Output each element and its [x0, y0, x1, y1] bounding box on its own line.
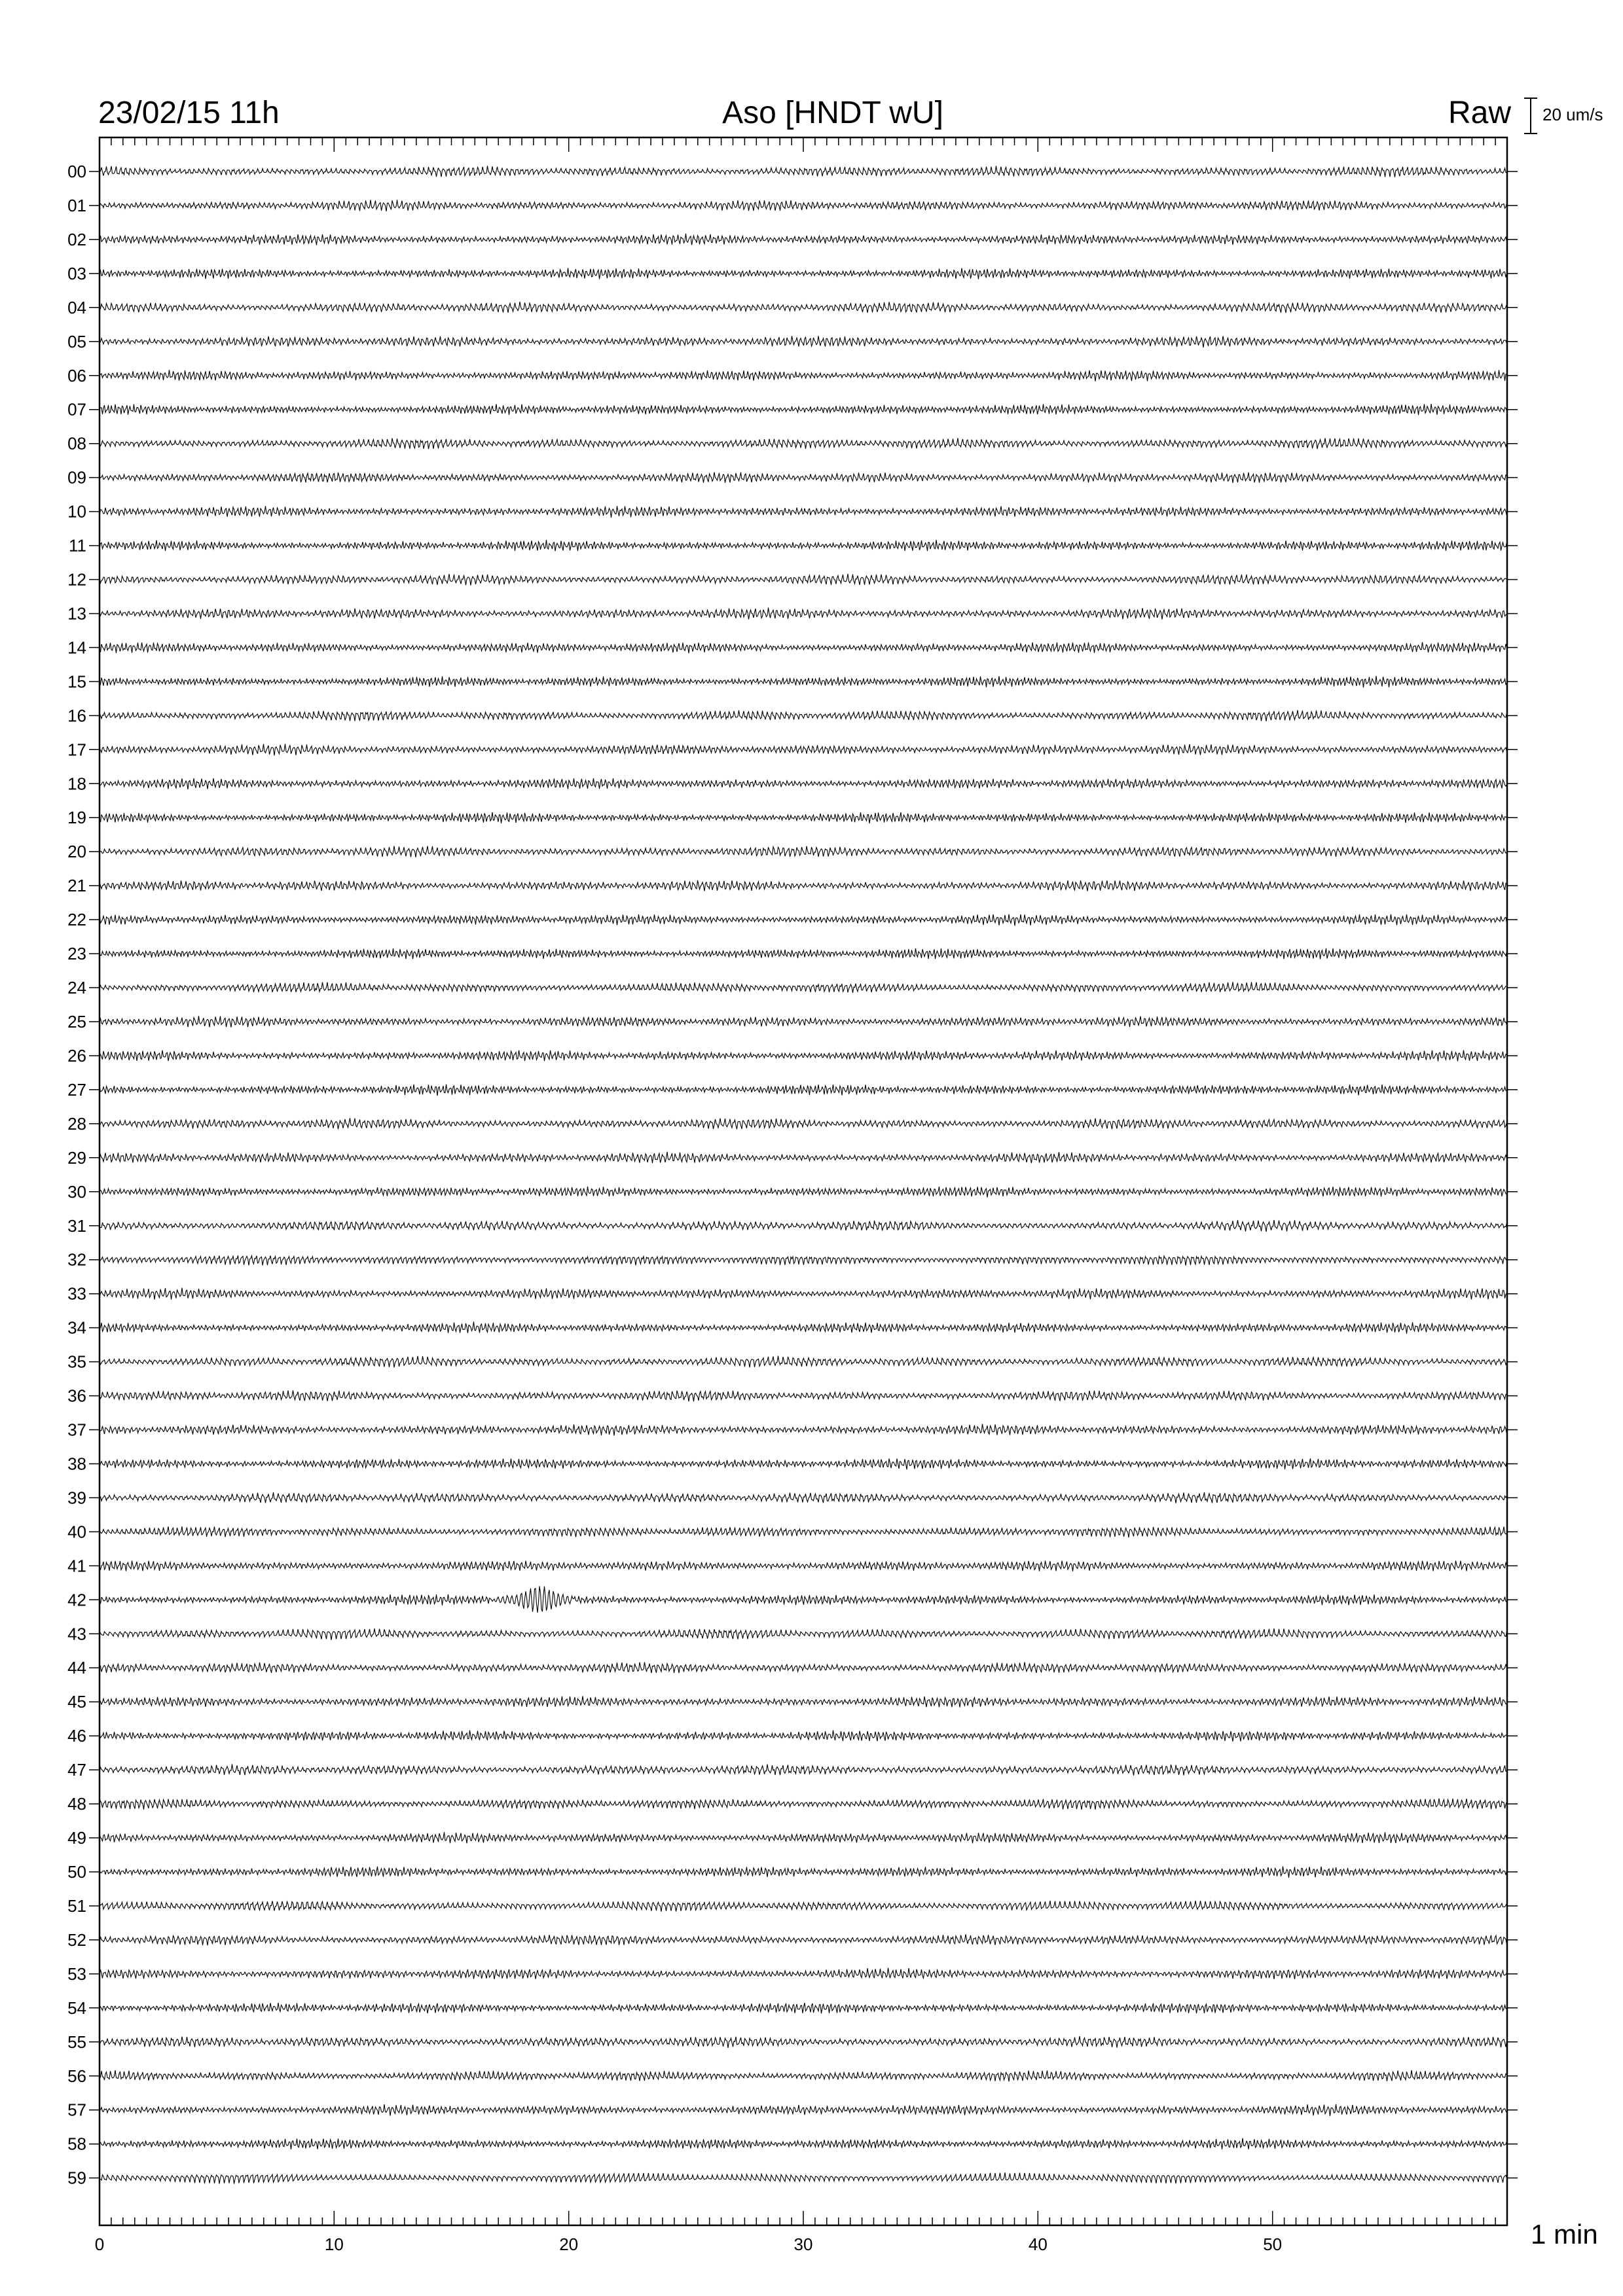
row-label: 03	[67, 263, 86, 283]
row-label: 13	[67, 603, 86, 624]
row-label: 11	[69, 535, 86, 556]
row-label: 44	[67, 1658, 86, 1678]
trace-line	[100, 1390, 1507, 1401]
row-ticks	[89, 171, 1518, 2178]
row-label: 14	[67, 637, 86, 658]
trace-line	[100, 1628, 1507, 1640]
x-tick-label: 40	[1028, 2234, 1048, 2254]
row-label: 17	[67, 740, 86, 760]
row-label: 26	[67, 1045, 86, 1066]
row-label: 19	[67, 808, 86, 828]
row-label: 58	[67, 2134, 86, 2154]
row-label: 55	[67, 2032, 86, 2052]
trace-line	[100, 1220, 1507, 1232]
trace-line	[100, 1696, 1507, 1707]
row-label: 59	[67, 2168, 86, 2188]
row-labels	[67, 162, 86, 2188]
row-label: 35	[67, 1352, 86, 1372]
trace-line	[100, 778, 1507, 789]
scale-bar	[1524, 98, 1537, 134]
header-datetime: 23/02/15 11h	[98, 96, 280, 130]
trace-line	[100, 1085, 1507, 1096]
row-label: 07	[67, 399, 86, 420]
row-label: 36	[67, 1386, 86, 1406]
trace-line	[100, 710, 1507, 721]
trace-line	[100, 2036, 1507, 2048]
trace-line	[100, 302, 1507, 313]
trace-line	[100, 914, 1507, 926]
trace-line	[100, 438, 1507, 449]
scale-label: 20 um/s	[1542, 105, 1603, 124]
row-label: 05	[67, 331, 86, 351]
row-label: 33	[67, 1283, 86, 1304]
trace-line	[100, 1356, 1507, 1368]
row-label: 39	[67, 1488, 86, 1508]
trace-line	[100, 1255, 1507, 1265]
trace-line	[100, 2138, 1507, 2149]
trace-line	[100, 607, 1507, 619]
trace-line	[100, 1662, 1507, 1673]
trace-line	[100, 404, 1507, 415]
trace-line	[100, 1424, 1507, 1436]
trace-line	[100, 1799, 1507, 1810]
row-label: 46	[67, 1726, 86, 1746]
row-label: 01	[67, 195, 86, 215]
trace-line	[100, 370, 1507, 381]
row-label: 16	[67, 706, 86, 726]
trace-line	[100, 948, 1507, 960]
traces	[100, 166, 1507, 2183]
row-label: 09	[67, 467, 86, 488]
trace-line	[100, 846, 1507, 857]
trace-line	[100, 268, 1507, 279]
x-tick-label: 30	[793, 2234, 813, 2254]
x-unit-label: 1 min	[1531, 2219, 1598, 2250]
trace-line	[100, 200, 1507, 211]
trace-line	[100, 676, 1507, 688]
trace-line	[100, 1934, 1507, 1945]
row-label: 37	[67, 1420, 86, 1440]
row-label: 52	[67, 1929, 86, 1950]
trace-line	[100, 2070, 1507, 2082]
trace-line	[100, 1187, 1507, 1198]
trace-line	[100, 982, 1507, 993]
row-label: 47	[67, 1760, 86, 1780]
trace-line	[100, 234, 1507, 245]
trace-line	[100, 880, 1507, 891]
trace-line	[100, 1901, 1507, 1912]
row-label: 51	[67, 1895, 86, 1916]
row-label: 15	[67, 672, 86, 692]
row-label: 42	[67, 1590, 86, 1610]
row-label: 08	[67, 433, 86, 454]
row-label: 12	[67, 569, 86, 590]
row-label: 21	[67, 876, 86, 896]
row-label: 31	[67, 1215, 86, 1236]
trace-line	[100, 2172, 1507, 2183]
trace-line	[100, 2003, 1507, 2014]
trace-line	[100, 540, 1507, 551]
trace-line	[100, 1492, 1507, 1503]
row-label: 38	[67, 1454, 86, 1474]
row-label: 30	[67, 1181, 86, 1202]
x-tick-label: 50	[1263, 2234, 1283, 2254]
row-label: 57	[67, 2100, 86, 2120]
row-label: 00	[67, 162, 86, 181]
row-label: 04	[67, 297, 86, 317]
row-label: 23	[67, 944, 86, 964]
header-mode: Raw	[1448, 96, 1511, 130]
row-label: 34	[67, 1318, 86, 1338]
trace-line	[100, 1321, 1507, 1333]
row-label: 27	[67, 1079, 86, 1100]
x-tick-label: 0	[94, 2234, 105, 2254]
row-label: 53	[67, 1964, 86, 1984]
row-label: 45	[67, 1692, 86, 1712]
row-label: 28	[67, 1113, 86, 1134]
x-tick-label: 10	[324, 2234, 344, 2254]
trace-line	[100, 1832, 1507, 1843]
x-axis	[95, 2234, 1282, 2254]
trace-line	[100, 1458, 1507, 1469]
row-label: 43	[67, 1624, 86, 1644]
trace-line	[100, 1288, 1507, 1300]
trace-line	[100, 642, 1507, 653]
row-label: 48	[67, 1794, 86, 1814]
minor-tick-marks	[100, 137, 1507, 2225]
trace-line	[100, 1731, 1507, 1742]
trace-line	[100, 1152, 1507, 1163]
trace-line	[100, 574, 1507, 586]
row-label: 22	[67, 910, 86, 930]
row-label: 41	[67, 1556, 86, 1576]
row-label: 06	[67, 365, 86, 386]
trace-line	[100, 1050, 1507, 1062]
trace-line	[100, 1867, 1507, 1878]
row-label: 18	[67, 774, 86, 794]
trace-line	[100, 336, 1507, 348]
x-tick-label: 20	[559, 2234, 579, 2254]
trace-line	[100, 812, 1507, 823]
trace-line	[100, 2104, 1507, 2116]
trace-line	[100, 1968, 1507, 1979]
minor-ticks	[100, 137, 1507, 2225]
trace-line	[100, 1764, 1507, 1775]
trace-line	[100, 166, 1507, 177]
row-label: 24	[67, 978, 86, 998]
row-label: 54	[67, 1998, 86, 2018]
trace-line	[100, 744, 1507, 756]
header-station: Aso [HNDT wU]	[722, 96, 943, 130]
trace-line	[100, 506, 1507, 518]
trace-line	[100, 1526, 1507, 1537]
row-label: 10	[67, 501, 86, 522]
row-label: 29	[67, 1147, 86, 1168]
row-label: 56	[67, 2066, 86, 2086]
row-label: 25	[67, 1012, 86, 1031]
trace-line	[100, 1016, 1507, 1027]
row-label: 32	[67, 1249, 86, 1270]
row-label: 50	[67, 1862, 86, 1882]
trace-line	[100, 1560, 1507, 1571]
row-label: 02	[67, 229, 86, 249]
trace-line	[100, 1586, 1507, 1612]
plot-frame	[100, 137, 1507, 2225]
trace-line	[100, 1118, 1507, 1129]
row-label: 40	[67, 1522, 86, 1542]
row-label: 20	[67, 842, 86, 862]
trace-line	[100, 472, 1507, 482]
row-label: 49	[67, 1828, 86, 1848]
